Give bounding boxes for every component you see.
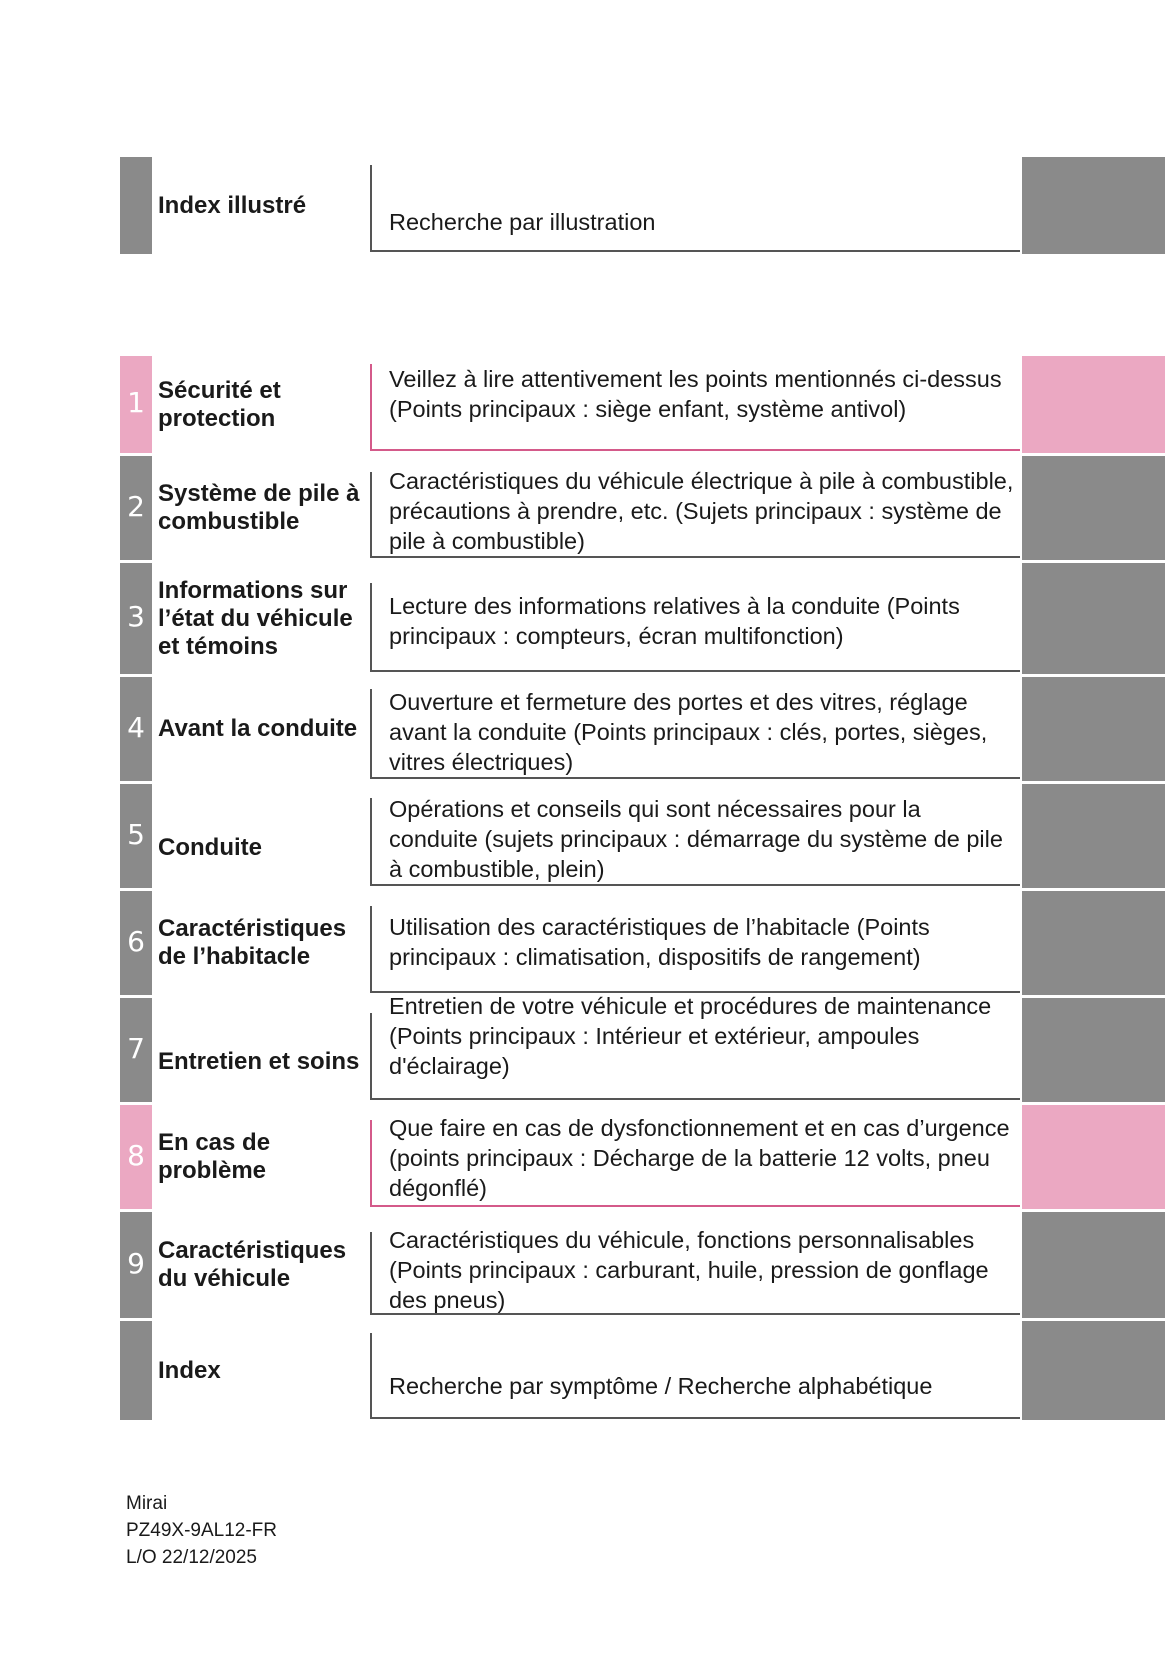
index-illustre-row[interactable] xyxy=(0,157,1165,254)
chapter-number-tab: 7 xyxy=(120,998,152,1102)
chapter-title: Sécurité et protection xyxy=(158,376,281,432)
chapter-description-box xyxy=(370,689,1020,779)
chapter-description-box xyxy=(370,583,1020,672)
section-description-box xyxy=(370,1333,1020,1419)
chapter-number-tab: 4 xyxy=(120,677,152,781)
chapter-description: Que faire en cas de dysfonctionnement et en cas d’urgence (points principaux : Décharge de la batterie 12 volts, pneu dégonflé) xyxy=(389,1115,1010,1201)
chapter-row-7[interactable] xyxy=(0,993,1165,1102)
footer xyxy=(126,1490,277,1571)
chapter-description: Opérations et conseils qui sont nécessaires pour la conduite (sujets principaux : démarrage du système de pile à combustible, plein) xyxy=(389,796,1003,882)
chapter-row-5[interactable] xyxy=(0,784,1165,888)
chapter-row-3[interactable] xyxy=(0,563,1165,674)
chapter-title: En cas de problème xyxy=(158,1129,271,1184)
section-description-box xyxy=(370,165,1020,252)
section-description: Recherche par symptôme / Recherche alphabétique xyxy=(389,1373,933,1399)
chapter-number-tab: 2 xyxy=(120,456,152,560)
chapter-description-box xyxy=(370,1115,1020,1207)
section-description: Recherche par illustration xyxy=(389,209,656,235)
section-marker xyxy=(120,1321,152,1420)
index-row[interactable] xyxy=(0,1321,1165,1420)
document-code: PZ49X-9AL12-FR xyxy=(126,1520,278,1541)
chapter-description-box xyxy=(370,906,1020,993)
chapter-number-tab: 6 xyxy=(120,891,152,995)
chapter-description: Caractéristiques du véhicule électrique à pile à combustible, précautions à prendre, etc. (Sujets principaux : système de pile à combustible) xyxy=(389,468,1014,554)
chapter-description: Utilisation des caractéristiques de l’habitacle (Points principaux : climatisation, dispositifs de rangement) xyxy=(389,914,930,970)
chapter-row-8[interactable] xyxy=(0,1105,1165,1209)
chapter-title: Caractéristiques du véhicule xyxy=(158,1237,347,1292)
chapter-description-box xyxy=(370,364,1020,451)
chapter-row-9[interactable] xyxy=(0,1212,1165,1318)
section-title: Index illustré xyxy=(158,191,307,219)
chapter-description: Lecture des informations relatives à la conduite (Points principaux : compteurs, écran multifonction) xyxy=(389,593,960,649)
chapter-title: Système de pile à combustible xyxy=(158,480,360,535)
chapter-title: Conduite xyxy=(158,834,262,861)
thumb-tab[interactable] xyxy=(1022,677,1165,781)
chapter-description-box xyxy=(370,993,1020,1100)
chapter-title: Avant la conduite xyxy=(158,715,358,742)
chapter-row-1[interactable] xyxy=(0,356,1165,453)
chapter-title: Caractéristiques de l’habitacle xyxy=(158,915,347,970)
layout-date: L/O 22/12/2025 xyxy=(126,1547,257,1568)
chapter-number-tab: 3 xyxy=(120,563,152,674)
chapter-description: Entretien de votre véhicule et procédures de maintenance (Points principaux : Intérieur et extérieur, ampoules d'éclairage) xyxy=(389,993,992,1079)
thumb-tab[interactable] xyxy=(1022,563,1165,674)
chapter-description: Ouverture et fermeture des portes et des vitres, réglage avant la conduite (Points principaux : clés, portes, sièges, vitres électriques) xyxy=(389,689,988,775)
chapter-description: Veillez à lire attentivement les points mentionnés ci-dessus (Points principaux : siège enfant, système antivol) xyxy=(389,366,1002,422)
thumb-tab[interactable] xyxy=(1022,157,1165,254)
chapter-number-tab: 9 xyxy=(120,1212,152,1318)
thumb-tab[interactable] xyxy=(1022,998,1165,1102)
chapter-row-2[interactable] xyxy=(0,456,1165,560)
chapter-number-tab: 1 xyxy=(120,356,152,453)
section-title: Index xyxy=(158,1356,221,1384)
thumb-tab[interactable] xyxy=(1022,1212,1165,1318)
thumb-tab[interactable] xyxy=(1022,784,1165,888)
model-name: Mirai xyxy=(126,1493,168,1514)
chapter-number-tab: 5 xyxy=(120,784,152,888)
chapter-description-box xyxy=(370,468,1020,558)
chapter-title: Entretien et soins xyxy=(158,1048,360,1075)
chapter-description: Caractéristiques du véhicule, fonctions personnalisables (Points principaux : carburant, huile, pression de gonflage des pneus) xyxy=(389,1227,989,1313)
chapter-row-4[interactable] xyxy=(0,677,1165,781)
chapter-number-tab: 8 xyxy=(120,1105,152,1209)
thumb-tab[interactable] xyxy=(1022,456,1165,560)
thumb-tab[interactable] xyxy=(1022,1321,1165,1420)
section-marker xyxy=(120,157,152,254)
chapter-row-6[interactable] xyxy=(0,891,1165,995)
chapter-title: Informations sur l’état du véhicule et témoins xyxy=(158,576,353,660)
thumb-tab[interactable] xyxy=(1022,891,1165,995)
thumb-tab[interactable] xyxy=(1022,1105,1165,1209)
chapter-description-box xyxy=(370,798,1020,886)
thumb-tab[interactable] xyxy=(1022,356,1165,453)
chapter-description-box xyxy=(370,1227,1020,1315)
